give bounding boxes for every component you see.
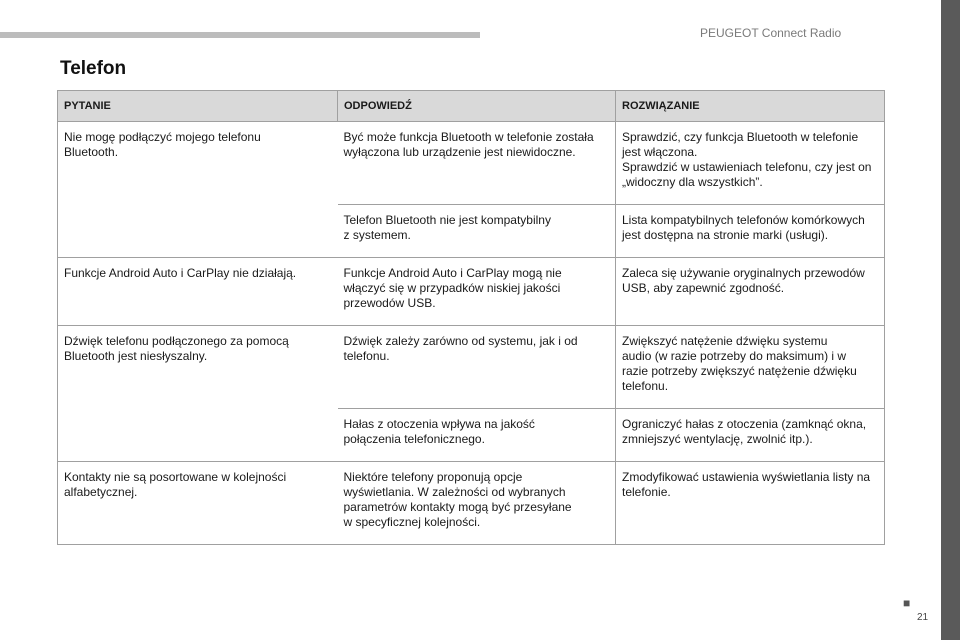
side-bar [941, 0, 960, 640]
solution-cell: Lista kompatybilnych telefonów komórkowych jest dostępna na stronie marki (usługi). [616, 205, 885, 258]
page-number: 21 [917, 612, 929, 623]
faq-table [57, 90, 885, 545]
page-title: Telefon [60, 58, 127, 79]
header-answer: ODPOWIEDŹ [338, 91, 616, 122]
solution-cell: Zwiększyć natężenie dźwięku systemu audio (w razie potrzeby do maksimum) i w razie potrzeby zwiększyć natężenie dźwięku telefonu. [616, 326, 885, 409]
answer-cell: Funkcje Android Auto i CarPlay mogą nie włączyć się w przypadków niskiej jakości przewodów USB. [338, 258, 616, 326]
table-row [58, 326, 885, 409]
solution-cell: Zaleca się używanie oryginalnych przewodów USB, aby zapewnić zgodność. [616, 258, 885, 326]
answer-cell: Hałas z otoczenia wpływa na jakość połączenia telefonicznego. [338, 409, 616, 462]
table-row [58, 258, 885, 326]
header-title: PEUGEOT Connect Radio [700, 26, 842, 40]
question-cell: Kontakty nie są posortowane w kolejności alfabetycznej. [58, 462, 338, 545]
question-cell: Nie mogę podłączyć mojego telefonu Bluetooth. [58, 122, 338, 258]
header-question: PYTANIE [58, 91, 338, 122]
answer-cell: Być może funkcja Bluetooth w telefonie została wyłączona lub urządzenie jest niewidoczne. [338, 122, 616, 205]
answer-cell: Dźwięk zależy zarówno od systemu, jak i od telefonu. [338, 326, 616, 409]
solution-cell: Sprawdzić, czy funkcja Bluetooth w telefonie jest włączona. Sprawdzić w ustawieniach telefonu, czy jest on „widoczny dla wszystkich”. [616, 122, 885, 205]
header-solution: ROZWIĄZANIE [616, 91, 885, 122]
footer-mark: ■ [903, 596, 911, 610]
solution-cell: Ograniczyć hałas z otoczenia (zamknąć okna, zmniejszyć wentylację, zwolnić itp.). [616, 409, 885, 462]
question-cell: Dźwięk telefonu podłączonego za pomocą Bluetooth jest niesłyszalny. [58, 326, 338, 462]
table-header-row [58, 91, 885, 122]
answer-cell: Telefon Bluetooth nie jest kompatybilny z systemem. [338, 205, 616, 258]
question-cell: Funkcje Android Auto i CarPlay nie działają. [58, 258, 338, 326]
table-row [58, 122, 885, 205]
solution-cell: Zmodyfikować ustawienia wyświetlania listy na telefonie. [616, 462, 885, 545]
header-bar [0, 32, 480, 38]
answer-cell: Niektóre telefony proponują opcje wyświetlania. W zależności od wybranych parametrów kontakty mogą być przesyłane w specyficznej kolejności. [338, 462, 616, 545]
table-row [58, 462, 885, 545]
